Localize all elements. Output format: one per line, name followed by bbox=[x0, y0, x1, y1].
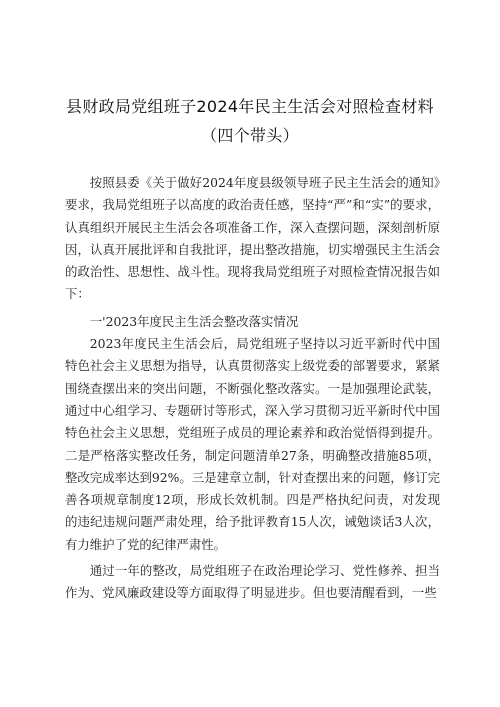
section-heading: 一'2023年度民主生活会整改落实情况 bbox=[89, 313, 299, 329]
document-title: 县财政局党组班子2024年民主生活会对照检查材料（四个带头） bbox=[66, 97, 434, 145]
section-paragraph-2: 通过一年的整改，局党组班子在政治理论学习、党性修养、担当作为、党风廉政建设等方面取得了明显进步。但也要清醒看到，一些 bbox=[65, 563, 440, 601]
intro-paragraph: 按照县委《关于做好2024年度县级领导班子民主生活会的通知》要求，我局党组班子以高度的政治责任感，坚持“严”和“实”的要求，认真组织开展民主生活会各项准备工作，深入查摆问题，深刻剖析原因，认真开展批评和自我批评，提出整改措施，切实增强民主生活会的政治性、思想性、战斗性。现将我局党组班子对照检查情况报告如下： bbox=[65, 175, 440, 302]
section-paragraph: 2023年度民主生活会后，局党组班子坚持以习近平新时代中国特色社会主义思想为指导，认真贯彻落实上级党委的部署要求，紧紧围绕查摆出来的突出问题，不断强化整改落实。一是加强理论武装，通过中心组学习、专题研讨等形式，深入学习贯彻习近平新时代中国特色社会主义思想，党组班子成员的理论素养和政治觉悟得到提升。二是严格落实整改任务，制定问题清单27条，明确整改措施85项，整改完成率达到92%。三是建章立制，针对查摆出来的问题，修订完善各项规章制度12项，形成长效机制。四是严格执纪问责，对发现的违纪违规问题严肃处理，给予批评教育15人次，诫勉谈话3人次，有力维护了党的纪律严肃性。 bbox=[65, 336, 440, 552]
document-body bbox=[65, 172, 440, 605]
